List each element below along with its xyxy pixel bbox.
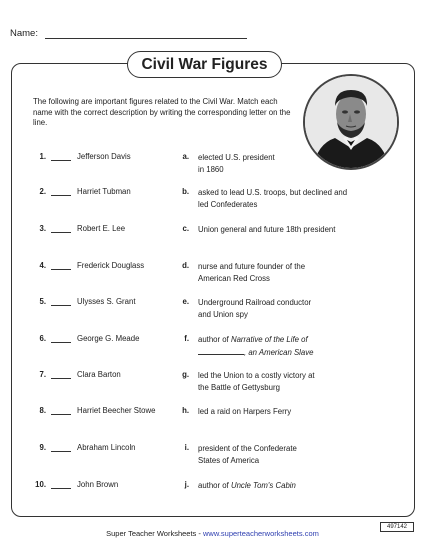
figure-name: George G. Meade <box>77 334 140 343</box>
description-text: led a raid on Harpers Ferry <box>198 407 292 416</box>
item-number: 2. <box>39 187 46 196</box>
instructions-text: The following are important figures related to the Civil War. Match each name with the correct description by writing the corresponding letter on the line. <box>33 97 291 127</box>
description-text: Underground Railroad conductor and Union spy <box>198 298 312 319</box>
title-blank <box>198 346 244 355</box>
page-title: Civil War Figures <box>127 51 282 78</box>
description-letter: g. <box>182 370 189 379</box>
figure-name: John Brown <box>77 480 119 489</box>
description-letter: b. <box>182 187 189 196</box>
description-text: author of Uncle Tom's Cabin <box>198 481 296 490</box>
description-text: asked to lead U.S. troops, but declined and led Confederates <box>198 188 348 209</box>
figure-name: Clara Barton <box>77 370 121 379</box>
description-letter: e. <box>182 297 189 306</box>
description-letter: a. <box>182 152 189 161</box>
figure-name: Ulysses S. Grant <box>77 297 136 306</box>
description-text: Union general and future 18th president <box>198 225 336 234</box>
name-label: Name: <box>10 28 38 39</box>
name-line[interactable] <box>45 38 247 39</box>
item-number: 5. <box>39 297 46 306</box>
figure-name: Harriet Beecher Stowe <box>77 406 156 415</box>
answer-blank[interactable] <box>51 232 71 233</box>
answer-blank[interactable] <box>51 342 71 343</box>
description-letter: f. <box>184 334 189 343</box>
description-text: led the Union to a costly victory at the Battle of Gettysburg <box>198 371 315 392</box>
description-text: president of the Confederate States of America <box>198 444 297 465</box>
description-letter: i. <box>184 443 189 452</box>
description-letter: j. <box>184 480 189 489</box>
answer-blank[interactable] <box>51 488 71 489</box>
item-number: 8. <box>39 406 46 415</box>
answer-blank[interactable] <box>51 378 71 379</box>
footer-url[interactable]: www.superteacherworksheets.com <box>202 529 319 538</box>
footer <box>0 529 425 538</box>
item-number: 9. <box>39 443 46 452</box>
worksheet-code: 497142 <box>380 522 414 532</box>
item-number: 4. <box>39 261 46 270</box>
item-number: 10. <box>35 480 46 489</box>
footer-separator: - <box>196 529 203 538</box>
figure-name: Frederick Douglass <box>77 261 145 270</box>
item-number: 7. <box>39 370 46 379</box>
description-letter: c. <box>182 224 189 233</box>
answer-blank[interactable] <box>51 305 71 306</box>
answer-blank[interactable] <box>51 269 71 270</box>
description-letter: h. <box>182 406 189 415</box>
footer-brand: Super Teacher Worksheets <box>106 529 197 538</box>
answer-blank[interactable] <box>51 195 71 196</box>
description-letter: d. <box>182 261 189 270</box>
item-number: 3. <box>39 224 46 233</box>
answer-blank[interactable] <box>51 414 71 415</box>
description-text: nurse and future founder of the American Red Cross <box>198 262 306 283</box>
answer-blank[interactable] <box>51 160 71 161</box>
figure-name: Jefferson Davis <box>77 152 131 161</box>
figure-name: Robert E. Lee <box>77 224 126 233</box>
figure-name: Abraham Lincoln <box>77 443 136 452</box>
figure-name: Harriet Tubman <box>77 187 131 196</box>
description-text: author of Narrative of the Life of , an American Slave <box>198 335 314 357</box>
item-number: 6. <box>39 334 46 343</box>
item-number: 1. <box>39 152 46 161</box>
answer-blank[interactable] <box>51 451 71 452</box>
description-text: elected U.S. president in 1860 <box>198 153 275 174</box>
